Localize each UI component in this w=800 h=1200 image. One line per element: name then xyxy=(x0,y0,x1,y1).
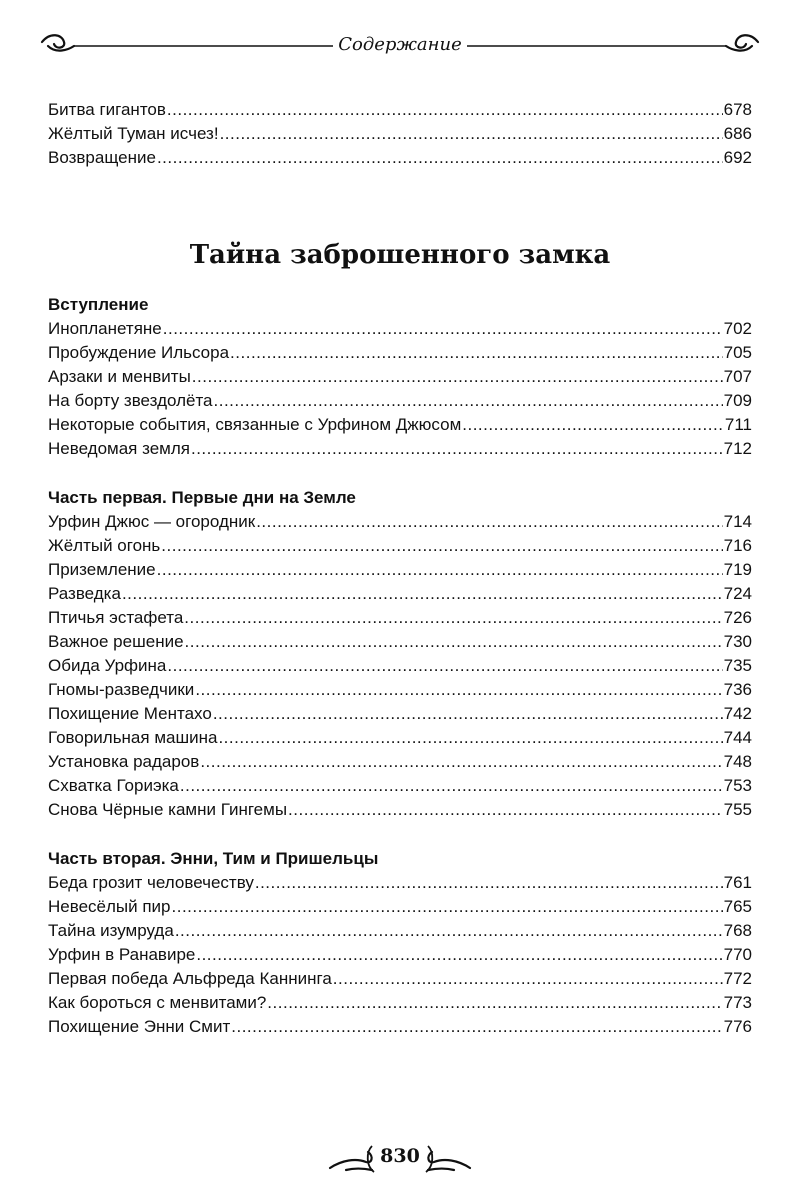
toc-entry xyxy=(48,341,752,365)
toc-entry-page: 730 xyxy=(723,632,752,651)
toc-entry-page: 772 xyxy=(723,969,752,988)
toc-entry xyxy=(48,1015,752,1039)
toc-entry-page: 765 xyxy=(723,897,752,916)
toc-entry-title: Первая победа Альфреда Каннинга xyxy=(48,969,332,988)
toc-entry-page: 744 xyxy=(723,728,752,747)
toc-entry-page: 742 xyxy=(723,704,752,723)
dot-leader xyxy=(157,558,723,582)
toc-entry-page: 712 xyxy=(723,439,752,458)
toc-entry-page: 724 xyxy=(723,584,752,603)
toc-entry-title: Невесёлый пир xyxy=(48,897,171,916)
dot-leader xyxy=(167,654,722,678)
toc-entry-page: 755 xyxy=(723,800,752,819)
section-heading: Вступление xyxy=(48,295,149,314)
toc-entry-title: Жёлтый Туман исчез! xyxy=(48,124,219,143)
toc-entry-title: Говорильная машина xyxy=(48,728,218,747)
toc-entry-page: 709 xyxy=(723,391,752,410)
toc-entry-page: 753 xyxy=(723,776,752,795)
toc-entry xyxy=(48,437,752,461)
toc-entry xyxy=(48,678,752,702)
toc-entry xyxy=(48,98,752,122)
toc-entry xyxy=(48,991,752,1015)
toc-entry xyxy=(48,895,752,919)
toc-entry-page: 678 xyxy=(723,100,752,119)
dot-leader xyxy=(122,582,723,606)
toc-entry xyxy=(48,919,752,943)
toc-entry xyxy=(48,534,752,558)
toc-entry-page: 686 xyxy=(723,124,752,143)
dot-leader xyxy=(196,943,722,967)
dot-leader xyxy=(256,510,722,534)
dot-leader xyxy=(163,317,723,341)
toc-entry-title: Неведомая земля xyxy=(48,439,190,458)
dot-leader xyxy=(255,871,723,895)
book-title: Тайна заброшенного замка xyxy=(189,240,611,270)
toc-entry-title: Пробуждение Ильсора xyxy=(48,343,230,362)
toc-entry xyxy=(48,774,752,798)
toc-list-continued xyxy=(48,98,752,170)
toc-entry-title: Гномы-разведчики xyxy=(48,680,195,699)
toc-entry xyxy=(48,146,752,170)
toc-entry-title: Снова Чёрные камни Гингемы xyxy=(48,800,288,819)
toc-entry-title: Некоторые события, связанные с Урфином Джюсом xyxy=(48,415,462,434)
toc-entry xyxy=(48,317,752,341)
dot-leader xyxy=(192,365,723,389)
dot-leader xyxy=(231,1015,722,1039)
toc-entry-title: Птичья эстафета xyxy=(48,608,184,627)
toc-entry xyxy=(48,798,752,822)
dot-leader xyxy=(180,774,723,798)
toc-entry xyxy=(48,365,752,389)
toc-entry-page: 702 xyxy=(723,319,752,338)
toc-entry-page: 692 xyxy=(723,148,752,167)
toc-entry-page: 726 xyxy=(723,608,752,627)
toc-entry xyxy=(48,630,752,654)
dot-leader xyxy=(185,630,723,654)
toc-entry xyxy=(48,967,752,991)
toc-entry xyxy=(48,558,752,582)
toc-entry xyxy=(48,654,752,678)
running-header-title: Содержание xyxy=(333,34,467,55)
toc-entry-title: Урфин в Ранавире xyxy=(48,945,196,964)
toc-list-section-3 xyxy=(48,871,752,1039)
dot-leader xyxy=(230,341,723,365)
toc-entry xyxy=(48,413,752,437)
toc-entry xyxy=(48,871,752,895)
toc-entry-page: 770 xyxy=(723,945,752,964)
toc-entry-page: 773 xyxy=(723,993,752,1012)
toc-entry-page: 735 xyxy=(723,656,752,675)
page-footer xyxy=(0,1132,800,1182)
toc-entry-title: Как бороться с менвитами? xyxy=(48,993,267,1012)
section-heading: Часть вторая. Энни, Тим и Пришельцы xyxy=(48,849,379,868)
toc-entry xyxy=(48,726,752,750)
dot-leader xyxy=(288,798,723,822)
toc-entry-title: Жёлтый огонь xyxy=(48,536,161,555)
toc-entry xyxy=(48,122,752,146)
toc-entry-page: 776 xyxy=(723,1017,752,1036)
toc-entry-title: Беда грозит человечеству xyxy=(48,873,254,892)
toc-entry-page: 768 xyxy=(723,921,752,940)
toc-entry xyxy=(48,582,752,606)
toc-entry xyxy=(48,606,752,630)
toc-list-section-1 xyxy=(48,317,752,461)
dot-leader xyxy=(214,389,723,413)
dot-leader xyxy=(462,413,724,437)
dot-leader xyxy=(175,919,723,943)
toc-entry-title: На борту звездолёта xyxy=(48,391,213,410)
toc-entry xyxy=(48,510,752,534)
dot-leader xyxy=(333,967,723,991)
toc-entry-page: 761 xyxy=(723,873,752,892)
dot-leader xyxy=(157,146,723,170)
toc-entry-title: Важное решение xyxy=(48,632,184,651)
toc-entry-title: Арзаки и менвиты xyxy=(48,367,191,386)
toc-entry-page: 716 xyxy=(723,536,752,555)
dot-leader xyxy=(218,726,722,750)
toc-entry-page: 711 xyxy=(724,415,752,434)
dot-leader xyxy=(191,437,723,461)
toc-entry xyxy=(48,750,752,774)
dot-leader xyxy=(267,991,722,1015)
running-header xyxy=(40,24,760,64)
toc-entry-page: 748 xyxy=(723,752,752,771)
dot-leader xyxy=(195,678,722,702)
dot-leader xyxy=(200,750,722,774)
dot-leader xyxy=(161,534,722,558)
toc-entry-title: Обида Урфина xyxy=(48,656,167,675)
toc-entry-title: Возвращение xyxy=(48,148,156,167)
toc-entry-page: 705 xyxy=(723,343,752,362)
toc-entry-page: 714 xyxy=(723,512,752,531)
dot-leader xyxy=(213,702,723,726)
toc-entry-title: Схватка Гориэка xyxy=(48,776,179,795)
dot-leader xyxy=(167,98,723,122)
section-heading: Часть первая. Первые дни на Земле xyxy=(48,488,356,507)
toc-entry-title: Урфин Джюс — огородник xyxy=(48,512,256,531)
toc-entry-title: Битва гигантов xyxy=(48,100,166,119)
toc-list-section-2 xyxy=(48,510,752,822)
toc-entry-page: 736 xyxy=(723,680,752,699)
toc-entry-page: 707 xyxy=(723,367,752,386)
toc-entry-page: 719 xyxy=(723,560,752,579)
toc-entry xyxy=(48,702,752,726)
toc-entry-title: Разведка xyxy=(48,584,121,603)
toc-entry-title: Установка радаров xyxy=(48,752,200,771)
toc-entry xyxy=(48,943,752,967)
toc-entry-title: Похищение Ментахо xyxy=(48,704,212,723)
toc-entry-title: Похищение Энни Смит xyxy=(48,1017,231,1036)
dot-leader xyxy=(172,895,723,919)
toc-entry-title: Приземление xyxy=(48,560,156,579)
toc-entry xyxy=(48,389,752,413)
dot-leader xyxy=(184,606,722,630)
toc-entry-title: Инопланетяне xyxy=(48,319,162,338)
toc-entry-title: Тайна изумруда xyxy=(48,921,174,940)
dot-leader xyxy=(220,122,723,146)
page-number: 830 xyxy=(380,1145,420,1167)
